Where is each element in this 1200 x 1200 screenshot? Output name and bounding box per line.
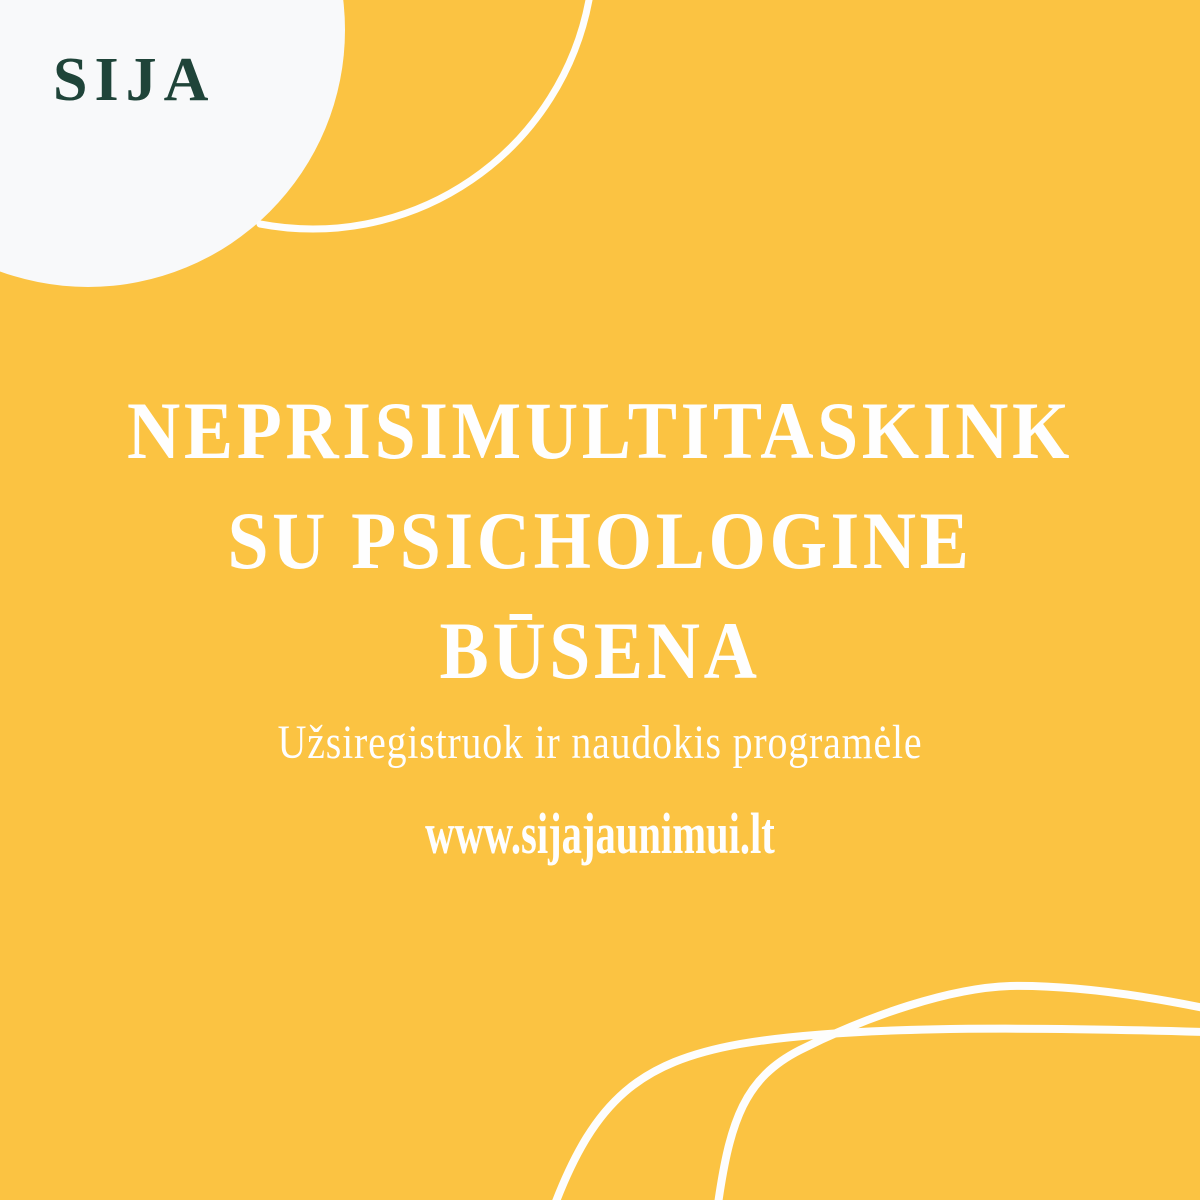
poster-title [60, 376, 1140, 706]
sija-logo: SIJA [53, 46, 216, 114]
title-line-3: BŪSENA [439, 605, 761, 696]
corner-blob-shape [0, 0, 345, 287]
wave-curve-upper [718, 986, 1200, 1200]
website-url: www.sijajaunimui.lt [425, 801, 775, 866]
subtitle-text: Užsiregistruok ir naudokis programėle [277, 716, 923, 769]
title-line-2: SU PSICHOLOGINE [227, 495, 973, 586]
title-line-1: NEPRISIMULTITASKINK [126, 385, 1074, 476]
wave-curve-lower [555, 1029, 1200, 1200]
